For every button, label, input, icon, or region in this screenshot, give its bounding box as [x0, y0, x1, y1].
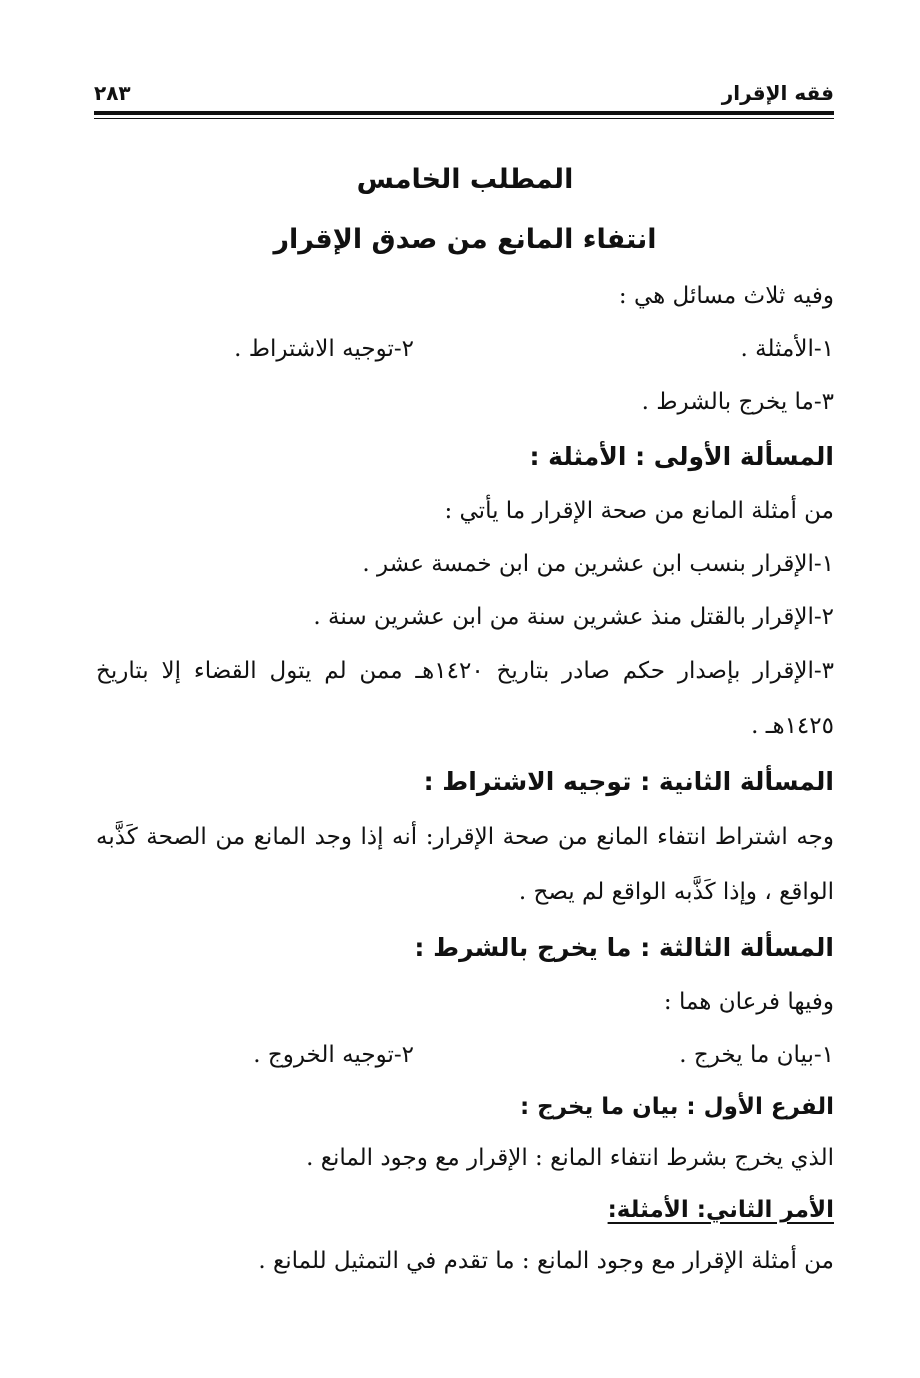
issue3-items-row: [96, 1029, 834, 1082]
header-rule-thin: [94, 118, 834, 119]
issue1-item: ١-الإقرار بنسب ابن عشرين من ابن خمسة عشر .: [362, 551, 834, 577]
issue1-heading: المسألة الأولى : الأمثلة :: [529, 442, 834, 471]
page-number: ٢٨٣: [94, 81, 131, 105]
issue1-item: ٢-الإقرار بالقتل منذ عشرين سنة من ابن عشرين سنة .: [313, 604, 834, 630]
header-rule-thick: [94, 111, 834, 115]
issue3-heading: المسألة الثالثة : ما يخرج بالشرط :: [414, 933, 834, 962]
branch1-subheading: [96, 1185, 834, 1235]
issue2-heading: المسألة الثانية : توجيه الاشتراط :: [423, 767, 834, 796]
issue2-text: وجه اشتراط انتفاء المانع من صحة الإقرار: أنه إذا وجد المانع من الصحة كَذَّبه الواقع ، وإذا كَذَّبه الواقع لم يصح .: [96, 824, 834, 905]
issue1-item: ٣-الإقرار بإصدار حكم صادر بتاريخ ١٤٢٠هـ ممن لم يتول القضاء إلا بتاريخ ١٤٢٥هـ .: [96, 658, 835, 739]
branch1-text: الذي يخرج بشرط انتفاء المانع : الإقرار مع وجود المانع .: [306, 1145, 834, 1171]
intro-item: ٢-توجيه الاشتراط .: [234, 336, 414, 362]
issue3-intro: وفيها فرعان هما :: [663, 989, 834, 1015]
intro-item: ٣-ما يخرج بالشرط .: [641, 389, 834, 415]
intro-item: ١-الأمثلة .: [740, 336, 834, 362]
issue3-item: ١-بيان ما يخرج .: [679, 1042, 834, 1068]
intro-items-row: [96, 323, 834, 376]
issue1-intro: من أمثلة المانع من صحة الإقرار ما يأتي :: [444, 498, 834, 524]
branch1-subheading-text: الأمر الثاني: الأمثلة:: [607, 1197, 834, 1223]
book-title: فقه الإقرار: [721, 81, 834, 105]
running-header: [94, 78, 834, 108]
section-title: انتفاء المانع من صدق الإقرار: [273, 224, 657, 255]
issue3-item: ٢-توجيه الخروج .: [253, 1042, 414, 1068]
branch1-examples: من أمثلة الإقرار مع وجود المانع : ما تقدم في التمثيل للمانع .: [258, 1248, 834, 1274]
branch1-heading: الفرع الأول : بيان ما يخرج :: [519, 1094, 834, 1120]
section-number-title: المطلب الخامس: [356, 164, 574, 195]
page-body: [96, 150, 834, 1288]
intro-text: وفيه ثلاث مسائل هي :: [618, 283, 834, 309]
